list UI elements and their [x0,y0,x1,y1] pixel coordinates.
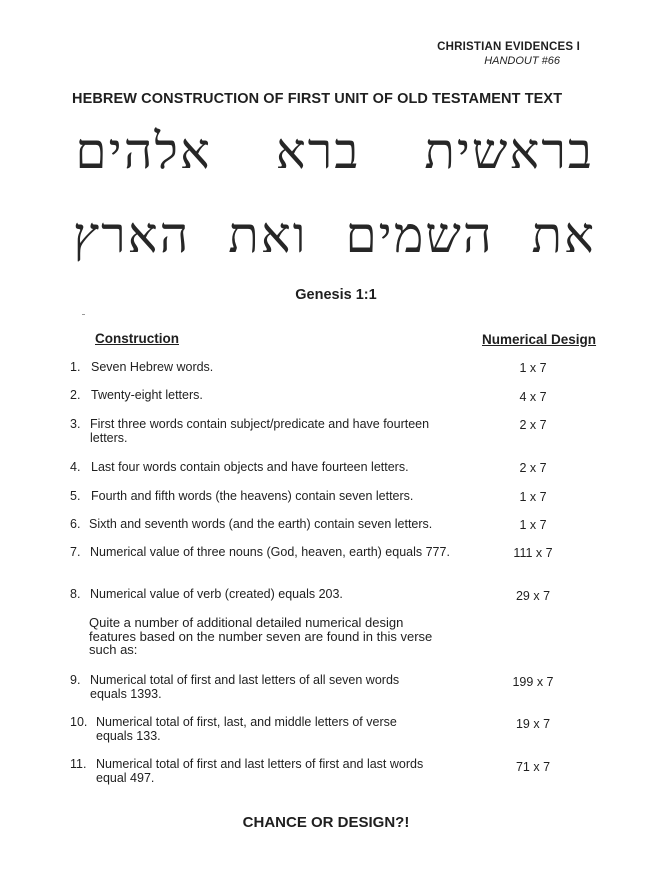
item-number: 2. [70,388,81,402]
item-value: 1 x 7 [519,361,547,375]
handout-number: HANDOUT #66 [484,55,560,67]
item-value: 2 x 7 [519,418,547,432]
item-value: 1 x 7 [519,490,547,504]
item-number: 11. [70,757,87,771]
column-header-numerical-design: Numerical Design [482,332,597,347]
item-text: Fourth and fifth words (the heavens) contain seven letters. [91,489,414,503]
item-text: Numerical value of three nouns (God, heaven, earth) equals 777. [90,545,450,559]
speck [82,314,85,315]
item-number: 5. [70,489,81,503]
item-text: Numerical total of first and last letters of first and last words equal 497. [96,757,424,785]
item-value: 71 x 7 [515,760,551,774]
hebrew-line-1: בראשית ברא אלהים [75,122,594,180]
column-header-construction: Construction [95,331,179,346]
item-value: 2 x 7 [519,461,547,475]
item-number: 9. [70,673,81,687]
item-number: 1. [70,360,81,374]
item-text: First three words contain subject/predicate and have fourteen letters. [90,417,430,445]
additional-features-note: Quite a number of additional detailed numerical design features based on the number seven are found in this verse such as: [89,615,433,657]
item-value: 199 x 7 [512,675,554,689]
hebrew-line-2: את השמים ואת הארץ [73,206,596,264]
item-number: 10. [70,715,88,729]
item-value: 4 x 7 [519,390,547,404]
item-text: Last four words contain objects and have fourteen letters. [91,460,409,474]
item-text: Twenty-eight letters. [91,388,203,402]
closing-question: CHANCE OR DESIGN?! [242,814,410,831]
course-title: CHRISTIAN EVIDENCES I [437,41,580,53]
item-text: Seven Hebrew words. [91,360,214,374]
item-text: Sixth and seventh words (and the earth) contain seven letters. [89,517,433,531]
verse-reference: Genesis 1:1 [295,287,377,303]
item-number: 8. [70,587,81,601]
item-text: Numerical value of verb (created) equals 203. [90,587,343,601]
item-text: Numerical total of first and last letters of all seven words equals 1393. [90,673,400,701]
item-number: 7. [70,545,81,559]
item-value: 1 x 7 [519,518,547,532]
item-text: Numerical total of first, last, and middle letters of verse equals 133. [96,715,397,743]
item-value: 111 x 7 [513,546,553,560]
item-number: 6. [70,517,81,531]
page-title: HEBREW CONSTRUCTION OF FIRST UNIT OF OLD TESTAMENT TEXT [72,91,563,107]
item-value: 19 x 7 [515,717,551,731]
item-value: 29 x 7 [515,589,551,603]
item-number: 4. [70,460,81,474]
item-number: 3. [70,417,81,431]
